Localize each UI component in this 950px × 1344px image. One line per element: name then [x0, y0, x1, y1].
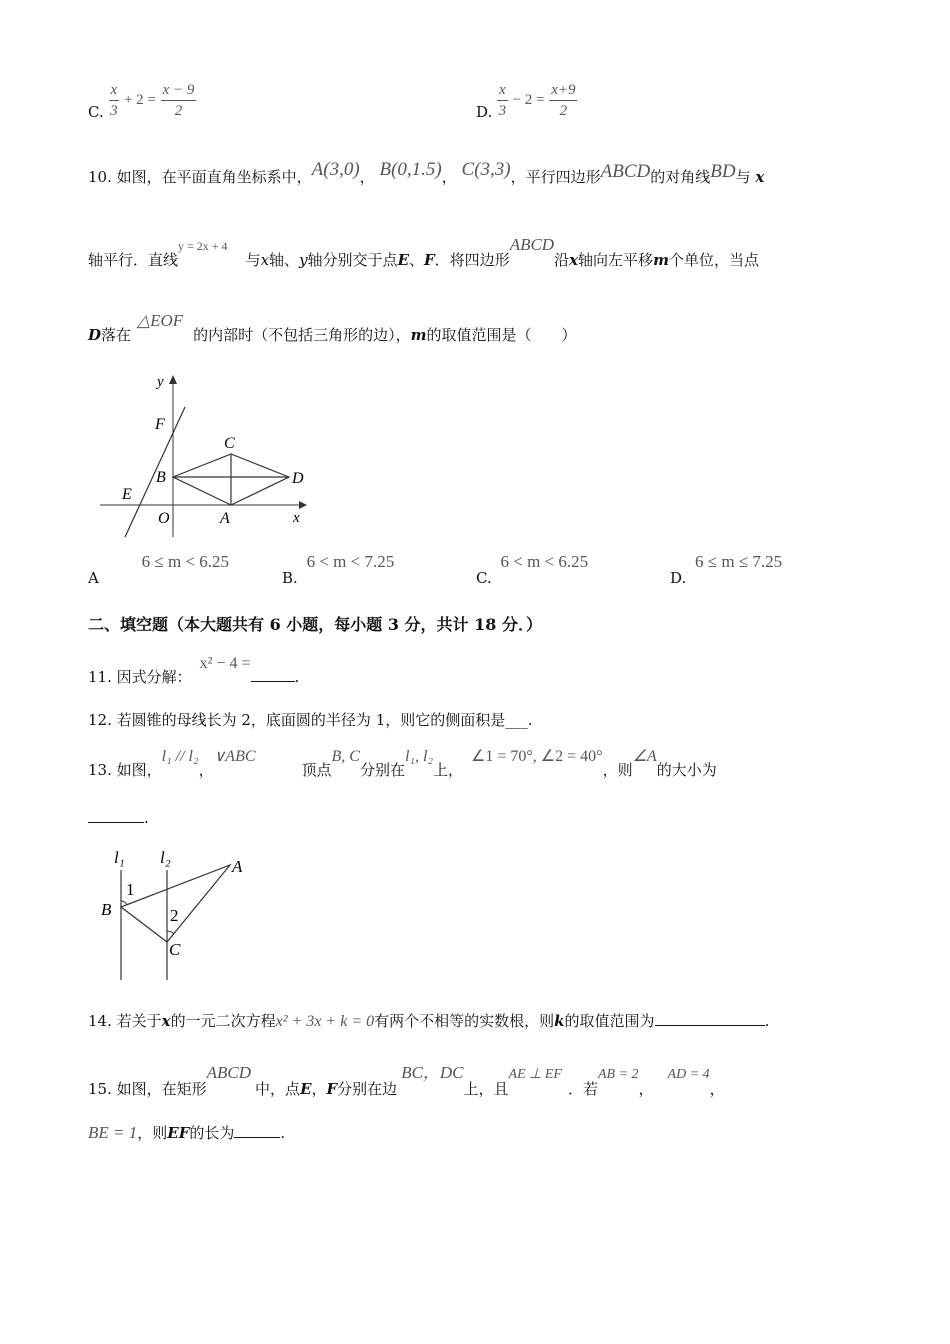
label-c: C [224, 435, 235, 452]
q12: 12. 若圆锥的母线长为 2，底面圆的半径为 1，则它的侧面积是___. [88, 711, 533, 729]
label-f: F [155, 416, 165, 433]
label-1: 1 [126, 880, 135, 899]
y-axis-arrow [169, 375, 177, 384]
label-b: B [156, 469, 166, 486]
label-y: y [157, 374, 164, 390]
q14: 14. 若关于x的一元二次方程x² + 3x + k = 0有两个不相等的实数根，则k的取值范围为 . [88, 1012, 770, 1030]
label-2: 2 [170, 906, 179, 925]
q15-line-1: 15. 如图，在矩形ABCD中，点E，F分别在边BC，DC上，且AE ⊥ EF．若AB = 2，AD = 4， [88, 1063, 725, 1098]
q11: 11. 因式分解：x² − 4 =. [88, 655, 300, 686]
q10-line-2: 轴平行．直线$^{y = 2x + 4}$与x轴、y轴分别交于点E、F．将四边形ABCD沿x轴向左平移m个单位，当点 [88, 235, 759, 269]
q9-option-d: D. $\frac{x}{3}$ − 2 = $\frac{x+9}{2}$ [476, 82, 576, 121]
label-d: D [292, 470, 304, 487]
q10-line-1: 10. 如图，在平面直角坐标系中，A(3,0)， B(0,1.5)， C(3,3)，平行四边形ABCD的对角线BD与 x [88, 159, 765, 186]
q10-line-3: D落在△EOF的内部时（不包括三角形的边），m的取值范围是（ ） [88, 311, 577, 344]
fraction: $\frac{x}{3}$ [498, 82, 507, 119]
label-c: C [169, 940, 181, 959]
label-x: x [293, 510, 300, 526]
label-l2: l₂ [160, 848, 171, 867]
q10-option-c: C. 6 < m < 6.25 [476, 552, 589, 587]
q13: 13. 如图，l₁ // l₂，∨ABC顶点B, C分别在l₁, l₂上，∠1 = 70°, ∠2 = 40°，则∠A的大小为 [88, 748, 717, 779]
q15-line-2: BE = 1，则EF的长为 . [88, 1123, 286, 1142]
label-e: E [122, 486, 132, 503]
q13-figure [95, 845, 265, 985]
q9-option-c: C. $\frac{x}{3}$ + 2 = $\frac{x - 9}{2}$ [88, 82, 195, 121]
label-l1: l₁ [114, 848, 125, 867]
q10-option-b: B. 6 < m < 7.25 [282, 552, 395, 587]
label-o: O [158, 510, 170, 527]
q10-coordinate-figure [95, 372, 315, 542]
q10-option-a: A 6 ≤ m < 6.25 [88, 552, 230, 587]
triangle-abc [121, 865, 230, 942]
q13-answer-line: . [88, 808, 149, 827]
x-axis-arrow [299, 501, 307, 509]
section-heading: 二、填空题（本大题共有 6 小题，每小题 3 分，共计 18 分．） [88, 615, 542, 634]
fraction: $\frac{x}{3}$ [110, 82, 118, 119]
angle-2-arc [167, 931, 174, 934]
label-a: A [220, 510, 230, 527]
label-b: B [101, 900, 112, 919]
fraction: $\frac{x+9}{2}$ [551, 82, 576, 119]
fraction: $\frac{x - 9}{2}$ [162, 82, 195, 119]
q10-option-d: D. 6 ≤ m ≤ 7.25 [670, 552, 783, 587]
label-a: A [232, 857, 243, 876]
